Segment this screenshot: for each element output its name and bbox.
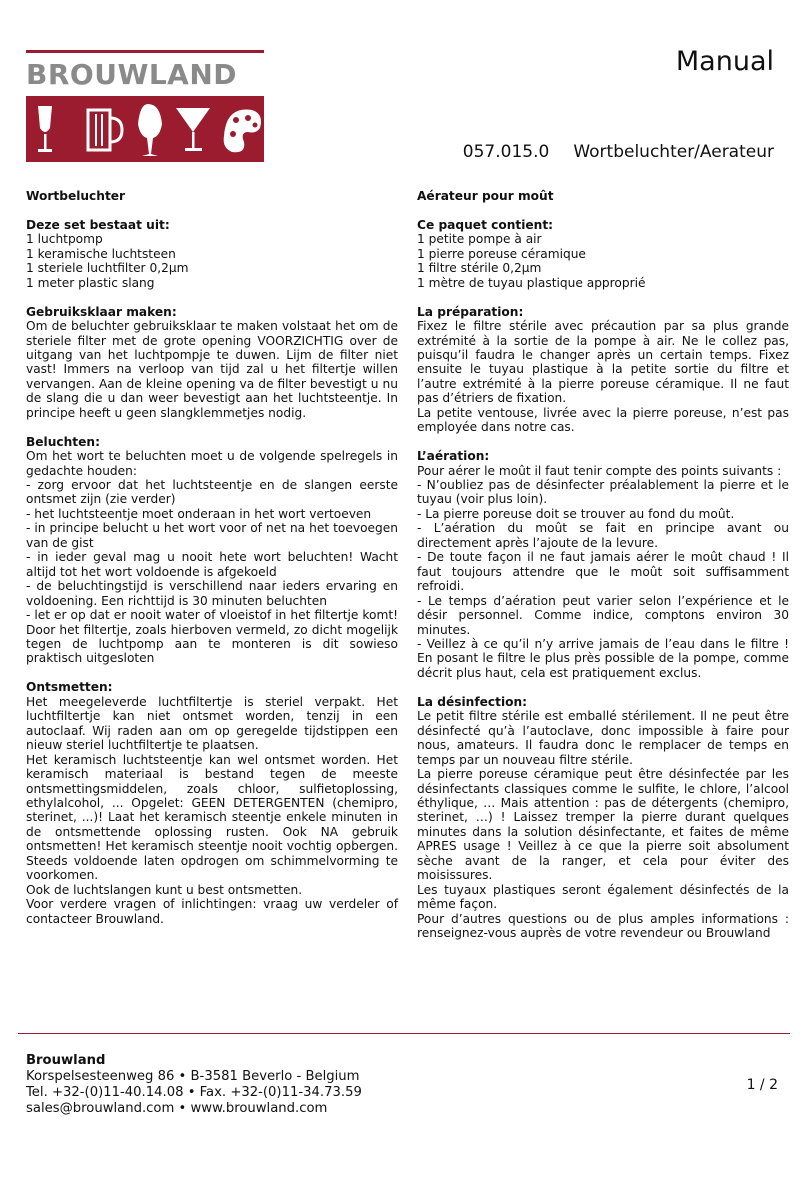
footer-contact (26, 1053, 362, 1117)
text-line: 1 keramische luchtsteen (26, 246, 176, 261)
paragraph: Het keramisch luchtsteentje kan wel ontsmet worden. Het keramisch materiaal is bestand tegen de meeste ontsmettingsmiddelen, zoals chloor, sulfietoplossing, ethylalcohol, ... Opgelet: GEEN DETERGENTEN (chemipro, sterinet, ...)! Laat het keramisch steentje enkele minuten in de ontsmettende oplossing rusten. Ook NA gebruik ontsmetten! Het keramisch steentje nooit vochtig opbergen. Steeds voldoende laten opdrogen om schimmelvorming te voorkomen. (26, 752, 398, 883)
bullet-line: - in principe belucht u het wort voor of net na het toevoegen van de gist (26, 521, 398, 550)
text-line: 1 petite pompe à air (417, 232, 542, 247)
paragraph: Om de beluchter gebruiksklaar te maken volstaat het om de steriele filter met de grote opening VOORZICHTIG over de uitgang van het luchtpompje te duwen. Lijm de filter niet vast! Immers na verloop van tijd zal u het filtertje willen vervangen. Aan de kleine opening va de filter bevestigt u nu de slang die u dan weer bevestigt aan het luchtsteentje. In principe heeft u geen slangklemmetjes nodig. (26, 319, 398, 420)
footer-rule (18, 1033, 790, 1034)
bullet-line: - in ieder geval mag u nooit hete wort beluchten! Wacht altijd tot het wort voldoende is afgekoeld (26, 550, 398, 579)
paragraph: Voor verdere vragen of inlichtingen: vraag uw verdeler of contacteer Brouwland. (26, 897, 398, 926)
section-heading: Beluchten: (26, 434, 100, 449)
section (26, 680, 398, 926)
bullet-line: - De toute façon il ne faut jamais aérer le moût chaud ! Il faut toujours attendre que le moût soit suffisamment refroidi. (417, 550, 789, 594)
paragraph: Le petit filtre stérile est emballé stérilement. Il ne peut être désinfecté qu’à l’autoclave, donc impossible à faire pour nous, amateurs. Il faudra donc le remplacer de temps en temps par un nouveau filtre stérile. (417, 709, 789, 767)
bullet-line: - let er op dat er nooit water of vloeistof in het filtertje komt! Door het filtertje, zoals hierboven vermeld, zo dicht mogelijk tegen de luchtpomp aan te monteren is dit sowieso praktisch uitgesloten (26, 608, 398, 666)
bullet-line: - het luchtsteentje moet onderaan in het wort vertoeven (26, 506, 372, 521)
brand-logo (26, 50, 264, 162)
section (417, 218, 789, 290)
section-heading: Gebruiksklaar maken: (26, 304, 177, 319)
section (26, 305, 398, 421)
footer-web: sales@brouwland.com • www.brouwland.com (26, 1101, 328, 1116)
footer-company: Brouwland (26, 1053, 106, 1068)
paragraph: La pierre poreuse céramique peut être désinfectée par les désinfectants classiques comme le sulfite, le chlore, l’alcool éthylique, … Mais attention : pas de détergents (chemipro, sterinet, …) ! Laissez tremper la pierre durant quelques minutes dans la solution désinfectante, et faites de même APRES usage ! Veillez à ce que la pierre soit absolument sèche avant de la ranger, et cela pour éviter des moisissures. (417, 767, 789, 883)
section-heading: La désinfection: (417, 694, 528, 709)
logo-drinkware-panel (26, 96, 264, 162)
bullet-line: - La pierre poreuse doit se trouver au fond du moût. (417, 506, 735, 521)
paragraph: Fixez le filtre stérile avec précaution par sa plus grande extrémité à la sortie de la pompe à air. Ne le collez pas, puisqu’il faudra le changer après un certain temps. Fixez ensuite le tuyau plastique à la petite sortie du filtre et l’autre extrémité à la pierre poreuse céramique. Il ne faut pas d’étriers de fixation. (417, 319, 789, 406)
article-line (463, 140, 774, 164)
paragraph: Het meegeleverde luchtfiltertje is steriel verpakt. Het luchtfiltertje kan niet ontsmet worden, tenzij in een autoclaaf. Wij raden aan om op geregelde tijdstippen een nieuw steriel luchtfiltertje te plaatsen. (26, 694, 398, 753)
footer-phone: Tel. +32-(0)11-40.14.08 • Fax. +32-(0)11-34.73.59 (26, 1085, 362, 1100)
text-line: 1 luchtpomp (26, 232, 103, 247)
section-heading: L’aération: (417, 449, 490, 464)
article-name: Wortbeluchter/Aerateur (573, 142, 774, 162)
page-number: 1 / 2 (746, 1077, 778, 1093)
bullet-line: - de beluchtingstijd is verschillend naar ieders ervaring en voldoening. Een richttijd is 30 minuten beluchten (26, 579, 398, 608)
section-heading: Deze set bestaat uit: (26, 217, 170, 232)
paragraph: Om het wort te beluchten moet u de volgende spelregels in gedachte houden: (26, 449, 398, 478)
text-line: 1 steriele luchtfilter 0,2µm (26, 261, 189, 276)
bullet-line: - N’oubliez pas de désinfecter préalablement la pierre et le tuyau (voir plus loin). (417, 478, 789, 507)
bullet-line: - L’aération du moût se fait en principe avant ou directement après l’ajoute de la levure. (417, 521, 789, 550)
article-code: 057.015.0 (462, 142, 550, 162)
section-heading: Ce paquet contient: (417, 217, 554, 232)
bullet-line: - Veillez à ce qu’il n’y arrive jamais de l’eau dans le filtre ! En posant le filtre le plus près possible de la pompe, comme décrit plus haut, cela est pratiquement exclus. (417, 637, 789, 680)
dutch-column (26, 189, 398, 940)
document-type: Manual (675, 46, 774, 77)
section (417, 449, 789, 680)
bullet-line: - Le temps d’aération peut varier selon l’expérience et le désir personnel. Comme indice, comptons environ 30 minutes. (417, 593, 789, 637)
section (417, 695, 789, 941)
bullet-line: - zorg ervoor dat het luchtsteentje en de slangen eerste ontsmet zijn (zie verder) (26, 478, 398, 507)
text-line: 1 filtre stérile 0,2µm (417, 261, 542, 276)
section (417, 305, 789, 435)
brand-wordmark: BROUWLAND (26, 58, 238, 91)
section (26, 435, 398, 666)
section-heading: Ontsmetten: (26, 680, 113, 695)
french-column (417, 189, 789, 955)
text-line: 1 mètre de tuyau plastique approprié (417, 275, 646, 290)
column-title: Aérateur pour moût (417, 189, 554, 203)
text-line: 1 pierre poreuse céramique (417, 246, 586, 261)
column-title: Wortbeluchter (26, 189, 126, 203)
section (26, 218, 398, 290)
footer-address: Korspelsesteenweg 86 • B-3581 Beverlo - Belgium (26, 1069, 360, 1084)
paragraph: Les tuyaux plastiques seront également désinfectés de la même façon. (417, 882, 789, 912)
text-line: 1 meter plastic slang (26, 275, 155, 290)
paragraph: La petite ventouse, livrée avec la pierre poreuse, n’est pas employée dans notre cas. (417, 405, 789, 435)
paragraph: Pour d’autres questions ou de plus amples informations : renseignez-vous auprès de votre revendeur ou Brouwland (417, 911, 789, 941)
paragraph: Pour aérer le moût il faut tenir compte des points suivants : (417, 463, 782, 478)
logo-top-rule (26, 50, 264, 53)
paragraph: Ook de luchtslangen kunt u best ontsmetten. (26, 882, 303, 897)
section-heading: La préparation: (417, 304, 524, 319)
